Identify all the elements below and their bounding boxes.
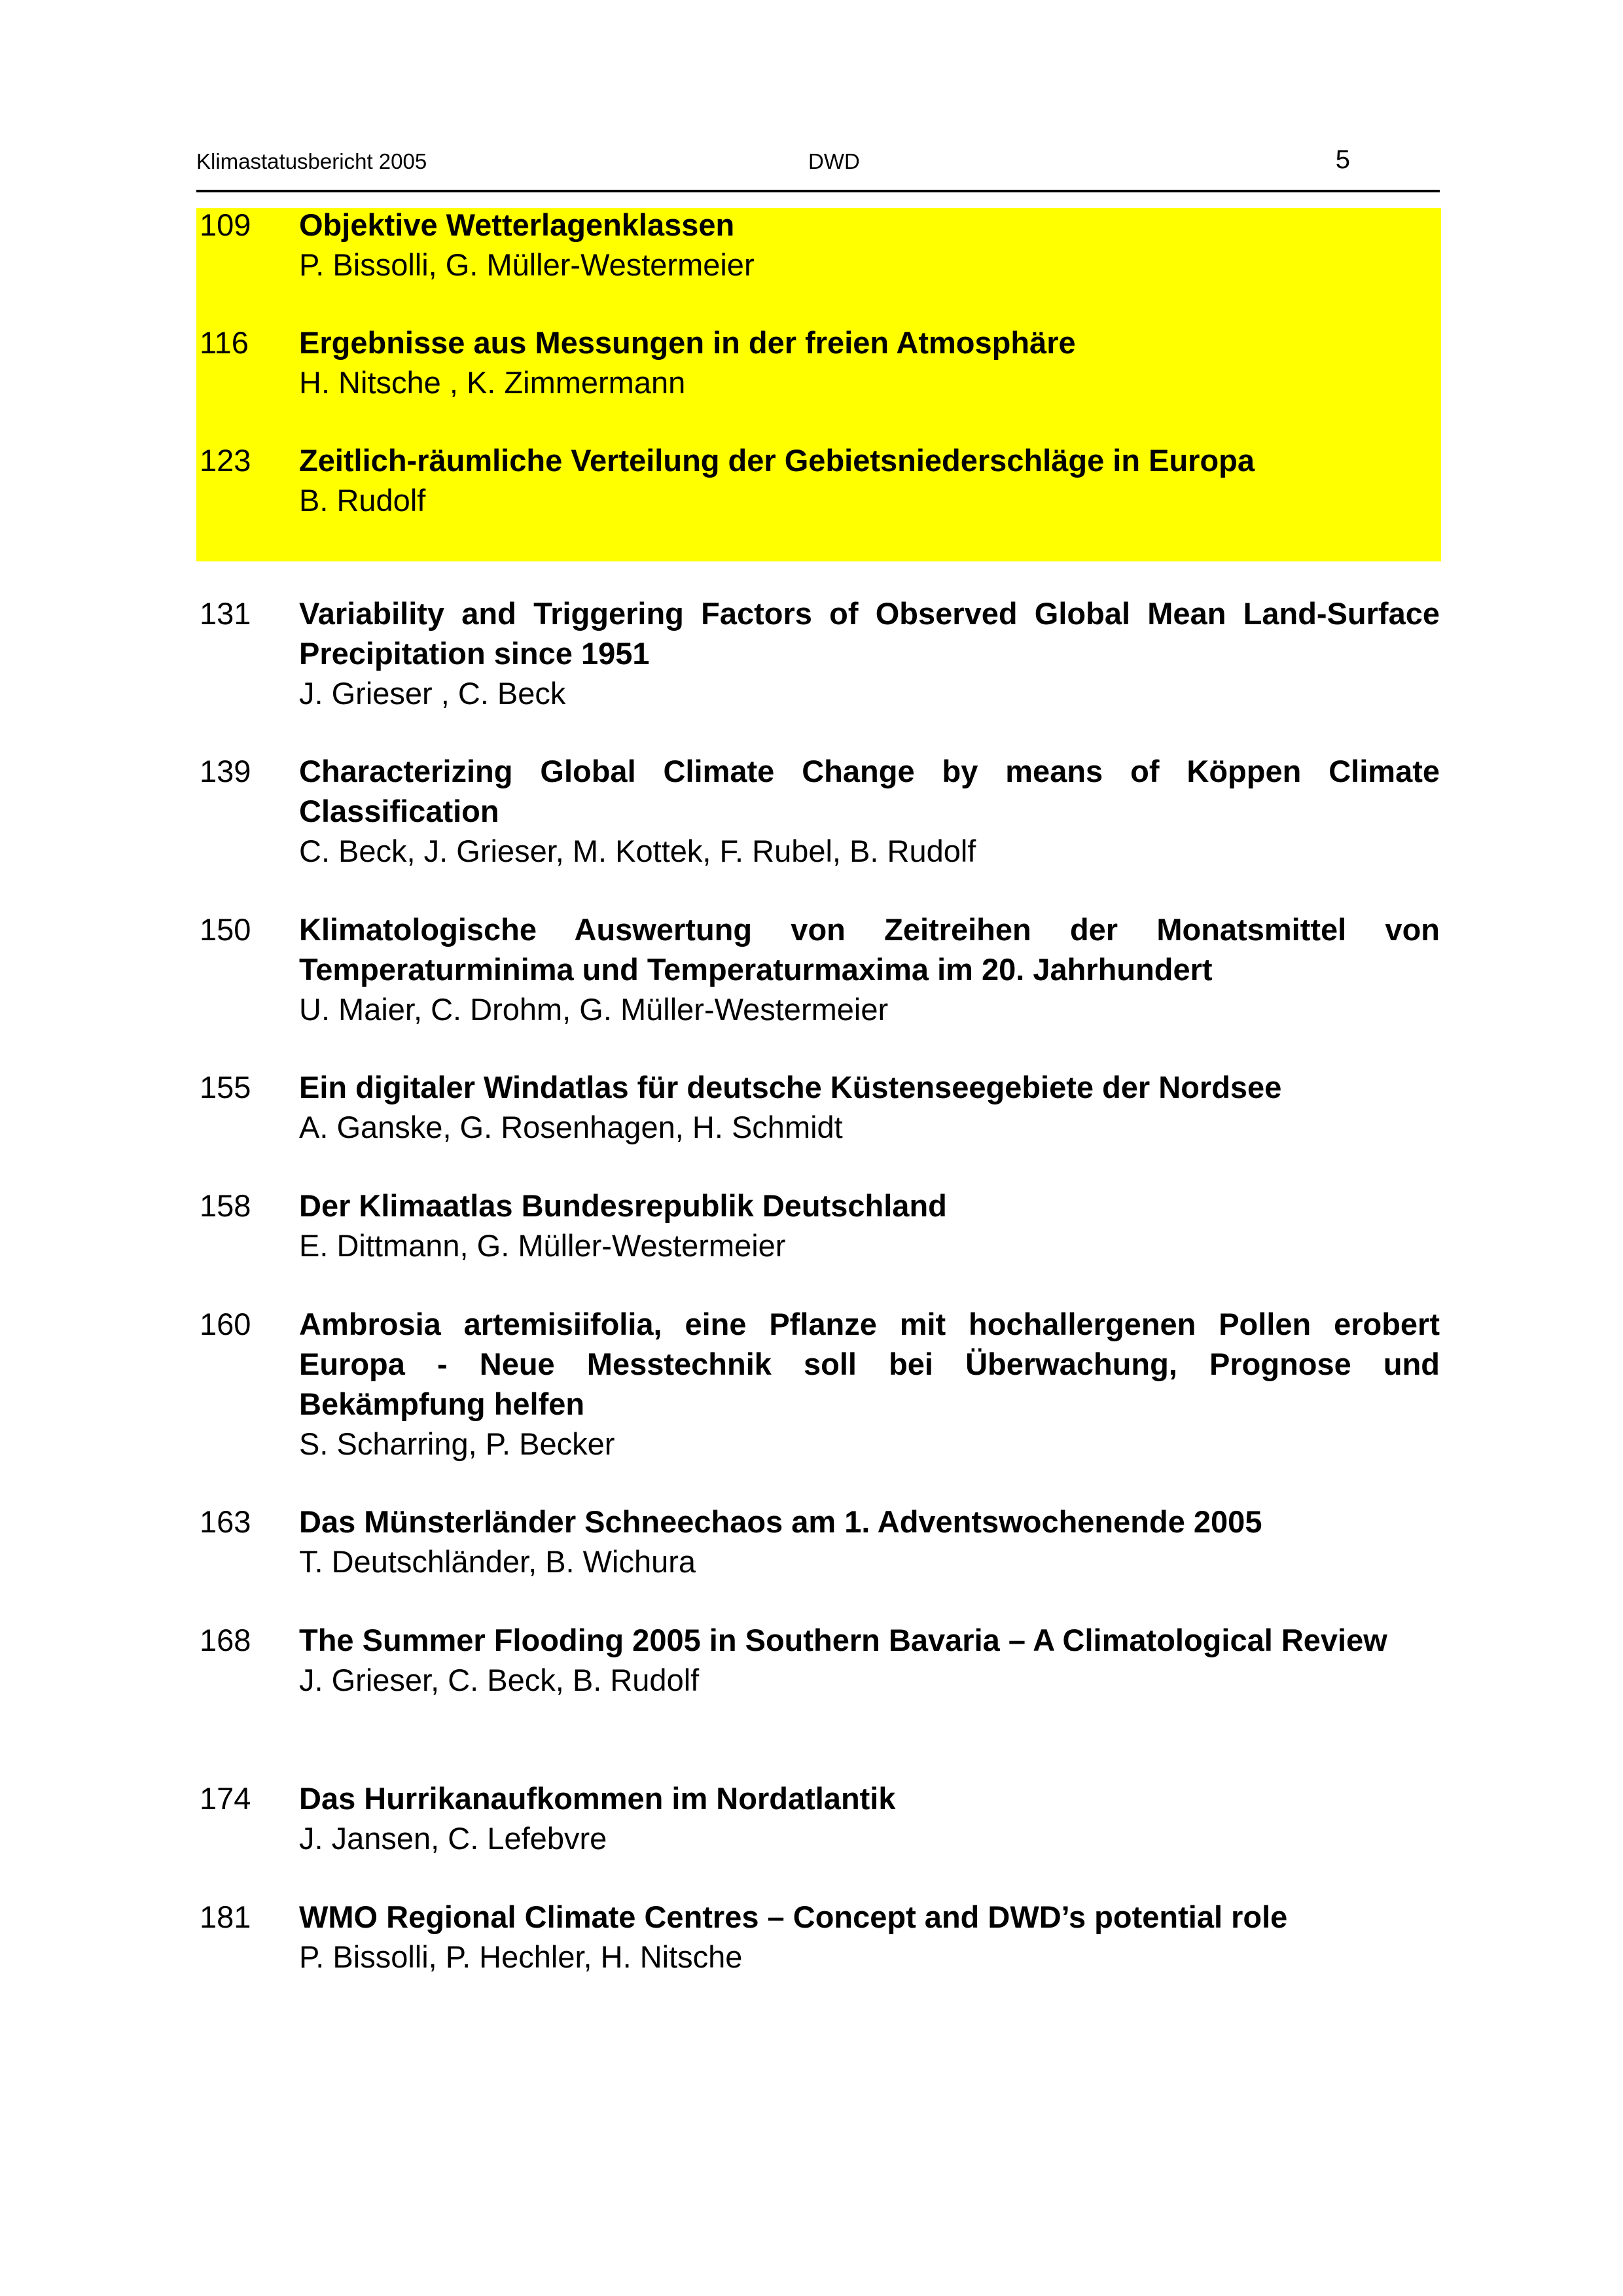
toc-page-number: 158 [200, 1188, 251, 1223]
toc-authors: J. Grieser, C. Beck, B. Rudolf [299, 1663, 700, 1697]
toc-title: Characterizing Global Climate Change by means of Köppen Climate Classification [299, 754, 1440, 828]
toc-authors: B. Rudolf [299, 483, 426, 518]
toc-authors: U. Maier, C. Drohm, G. Müller-Westermeier [299, 992, 889, 1027]
toc-title: Objektive Wetterlagenklassen [299, 207, 735, 242]
header-rule [196, 190, 1440, 192]
toc-authors: C. Beck, J. Grieser, M. Kottek, F. Rubel, B. Rudolf [299, 834, 976, 868]
toc-page-number: 168 [200, 1623, 251, 1657]
toc-authors: A. Ganske, G. Rosenhagen, H. Schmidt [299, 1110, 843, 1144]
toc-page-number: 123 [200, 443, 251, 478]
toc-authors: J. Grieser , C. Beck [299, 676, 566, 711]
toc-page-number: 116 [200, 325, 249, 360]
toc-title: Das Münsterländer Schneechaos am 1. Adventswochenende 2005 [299, 1504, 1262, 1539]
page-header [196, 145, 1350, 178]
toc-page-number: 160 [200, 1307, 251, 1341]
toc-page-number: 109 [200, 207, 251, 242]
toc-page-number: 181 [200, 1899, 251, 1934]
toc-page-number: 139 [200, 754, 251, 788]
header-report-title: Klimastatusbericht 2005 [196, 149, 427, 173]
toc-authors: T. Deutschländer, B. Wichura [299, 1544, 696, 1579]
header-page-number: 5 [1335, 145, 1350, 174]
toc-title: Klimatologische Auswertung von Zeitreihen der Monatsmittel von Temperaturminima und Temperaturmaxima im 20. Jahrhundert [299, 912, 1440, 987]
toc-page-number: 150 [200, 912, 251, 947]
toc-title: Ambrosia artemisiifolia, eine Pflanze mit hochallergenen Pollen erobert Europa - Neue Messtechnik soll bei Überwachung, Prognose und Bekämpfung helfen [299, 1307, 1440, 1421]
toc-authors: J. Jansen, C. Lefebvre [299, 1821, 607, 1856]
toc-page-number: 131 [200, 596, 251, 631]
toc-title: Zeitlich-räumliche Verteilung der Gebietsniederschläge in Europa [299, 443, 1255, 478]
toc-authors: H. Nitsche , K. Zimmermann [299, 365, 686, 400]
toc-authors: S. Scharring, P. Becker [299, 1426, 615, 1461]
toc-page-number: 155 [200, 1070, 251, 1104]
toc-page-number: 163 [200, 1504, 251, 1539]
toc-title: Der Klimaatlas Bundesrepublik Deutschland [299, 1188, 947, 1223]
toc-authors: P. Bissolli, P. Hechler, H. Nitsche [299, 1939, 743, 1974]
toc-title: Ergebnisse aus Messungen in der freien Atmosphäre [299, 325, 1076, 360]
toc-title: WMO Regional Climate Centres – Concept and DWD’s potential role [299, 1899, 1288, 1934]
toc-title: Ein digitaler Windatlas für deutsche Küstenseegebiete der Nordsee [299, 1070, 1282, 1104]
toc-title: The Summer Flooding 2005 in Southern Bavaria – A Climatological Review [299, 1623, 1387, 1657]
toc-title: Das Hurrikanaufkommen im Nordatlantik [299, 1781, 896, 1816]
header-organization: DWD [808, 149, 860, 173]
toc-authors: P. Bissolli, G. Müller-Westermeier [299, 247, 755, 282]
toc-page-number: 174 [200, 1781, 251, 1816]
toc-title: Variability and Triggering Factors of Observed Global Mean Land-Surface Precipitation since 1951 [299, 596, 1440, 671]
toc-authors: E. Dittmann, G. Müller-Westermeier [299, 1228, 786, 1263]
